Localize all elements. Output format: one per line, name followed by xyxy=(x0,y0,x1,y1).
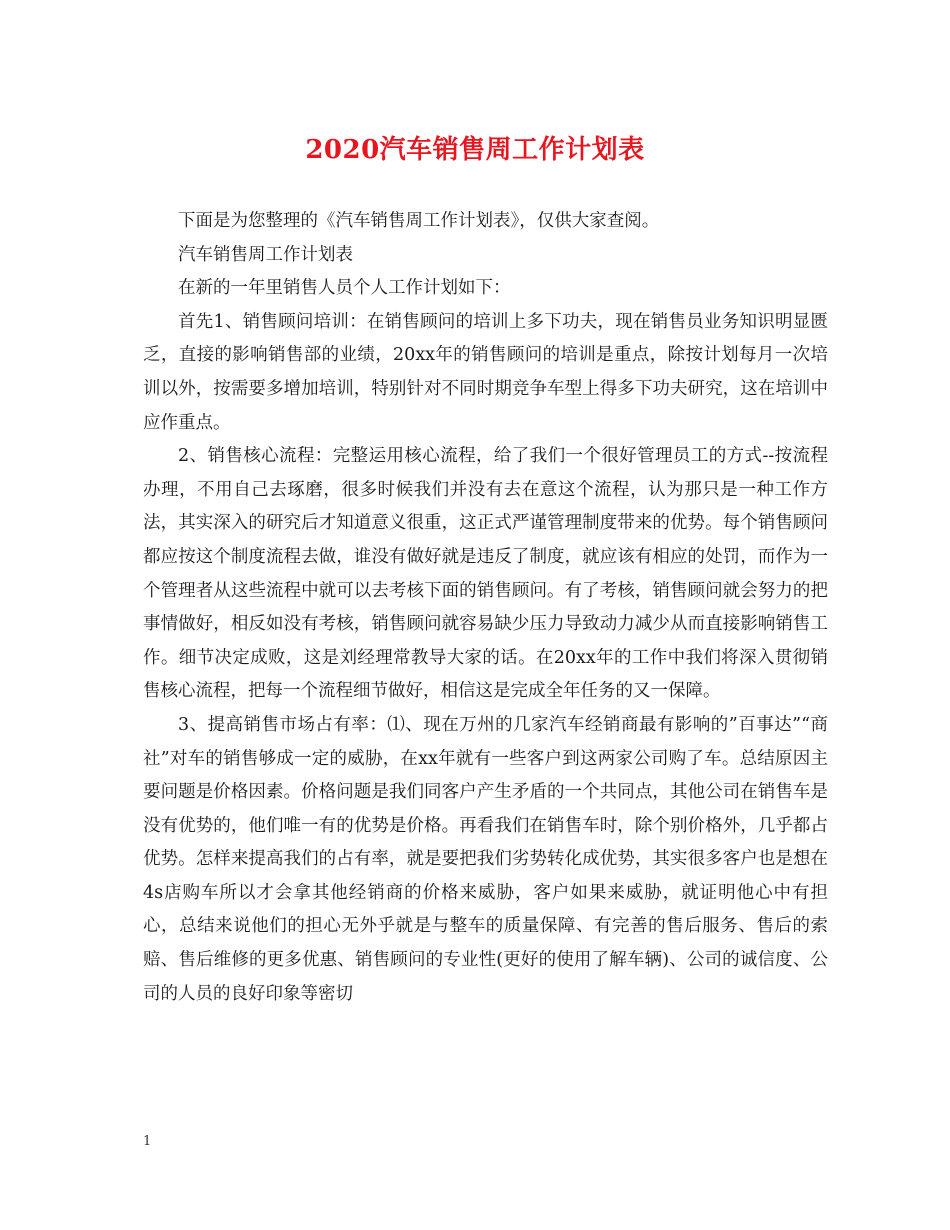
paragraph-intro: 下面是为您整理的《汽车销售周工作计划表》，仅供大家查阅。 xyxy=(178,211,660,231)
paragraph-item-2: 2、销售核心流程：完整运用核心流程，给了我们一个很好管理员工的方式--按流程办理，不用自己去琢磨，很多时候我们并没有去在意这个流程，认为那只是一种工作方法，其实深入的研究后才知道意义很重，这正式严谨管理制度带来的优势。每个销售顾问都应按这个制度流程去做，谁没有做好就是违反了制度，就应该有相应的处罚，而作为一个管理者从这些流程中就可以去考核下面的销售顾问。有了考核，销售顾问就会努力的把事情做好，相反如没有考核，销售顾问就容易缺少压力导致动力减少从而直接影响销售工作。细节决定成败，这是刘经理常教导大家的话。在20xx年的工作中我们将深入贯彻销售核心流程，把每一个流程细节做好，相信这是完成全年任务的又一保障。 xyxy=(143,446,828,702)
document-body xyxy=(143,205,828,1011)
page-number: 1 xyxy=(143,1134,152,1149)
document-title: 2020汽车销售周工作计划表 xyxy=(305,135,645,165)
paragraph-item-3: 3、提高销售市场占有率：⑴、现在万州的几家汽车经销商最有影响的”百事达”“商社”对车的销售够成一定的威胁，在xx年就有一些客户到这两家公司购了车。总结原因主要问题是价格因素。价格问题是我们同客户产生矛盾的一个共同点，其他公司在销售车是没有优势的，他们唯一有的优势是价格。再看我们在销售车时，除个别价格外，几乎都占优势。怎样来提高我们的占有率，就是要把我们劣势转化成优势，其实很多客户也是想在4s店购车所以才会拿其他经销商的价格来威胁，客户如果来威胁，就证明他心中有担心，总结来说他们的担心无外乎就是与整车的质量保障、有完善的售后服务、售后的索赔、售后维修的更多优惠、销售顾问的专业性(更好的使用了解车辆)、公司的诚信度、公司的人员的良好印象等密切 xyxy=(143,714,828,1004)
paragraph-subtitle: 汽车销售周工作计划表 xyxy=(178,244,353,265)
paragraph-lead: 在新的一年里销售人员个人工作计划如下： xyxy=(178,278,511,299)
paragraph-item-1: 首先1、销售顾问培训：在销售顾问的培训上多下功夫，现在销售员业务知识明显匮乏，直接的影响销售部的业绩，20xx年的销售顾问的培训是重点，除按计划每月一次培训以外，按需要多增加培训，特别针对不同时期竞争车型上得多下功夫研究，这在培训中应作重点。 xyxy=(143,311,828,433)
